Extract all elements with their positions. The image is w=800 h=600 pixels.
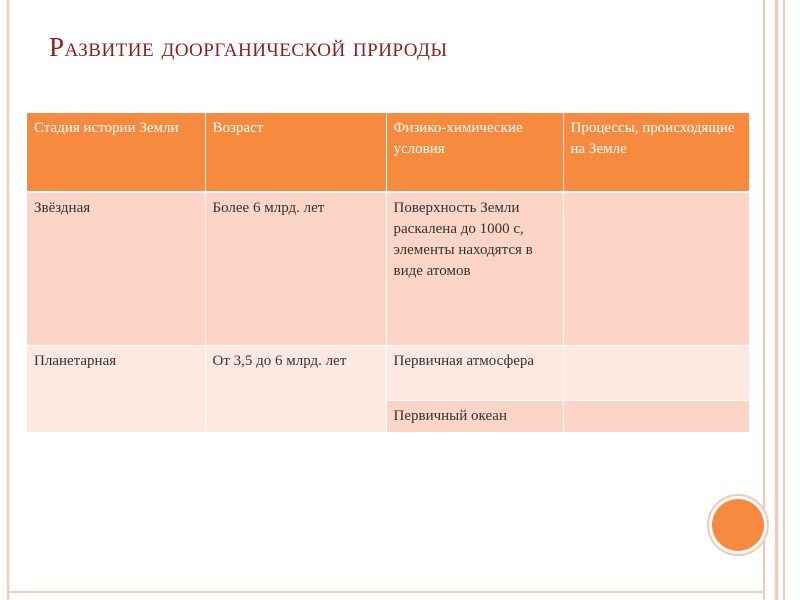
cell-stage: Планетарная bbox=[27, 346, 205, 433]
slide-title: Развитие доорганической природы bbox=[49, 32, 448, 62]
cell-processes bbox=[563, 346, 749, 401]
history-table bbox=[27, 113, 749, 432]
slide-frame-bottom bbox=[7, 591, 763, 593]
cell-conditions: Первичный океан bbox=[386, 401, 563, 433]
slide-frame-left bbox=[7, 0, 9, 600]
table-header-row bbox=[27, 113, 749, 192]
slide-frame-right-line bbox=[763, 0, 765, 600]
slide-frame-right-line bbox=[783, 0, 785, 600]
header-age: Возраст bbox=[205, 113, 386, 192]
table-row bbox=[27, 192, 749, 346]
cell-conditions: Первичная атмосфера bbox=[386, 346, 563, 401]
table-row bbox=[27, 346, 749, 401]
cell-age: Более 6 млрд. лет bbox=[205, 192, 386, 346]
cell-stage: Звёздная bbox=[27, 192, 205, 346]
cell-processes bbox=[563, 192, 749, 346]
decorative-circle bbox=[712, 499, 764, 551]
cell-conditions: Поверхность Земли раскалена до 1000 с, элементы находятся в виде атомов bbox=[386, 192, 563, 346]
slide-frame-right-line bbox=[775, 0, 778, 600]
header-processes: Процессы, происходящие на Земле bbox=[563, 113, 749, 192]
header-stage: Стадия истории Земли bbox=[27, 113, 205, 192]
header-conditions: Физико-химические условия bbox=[386, 113, 563, 192]
cell-age: От 3,5 до 6 млрд. лет bbox=[205, 346, 386, 433]
cell-processes bbox=[563, 401, 749, 433]
